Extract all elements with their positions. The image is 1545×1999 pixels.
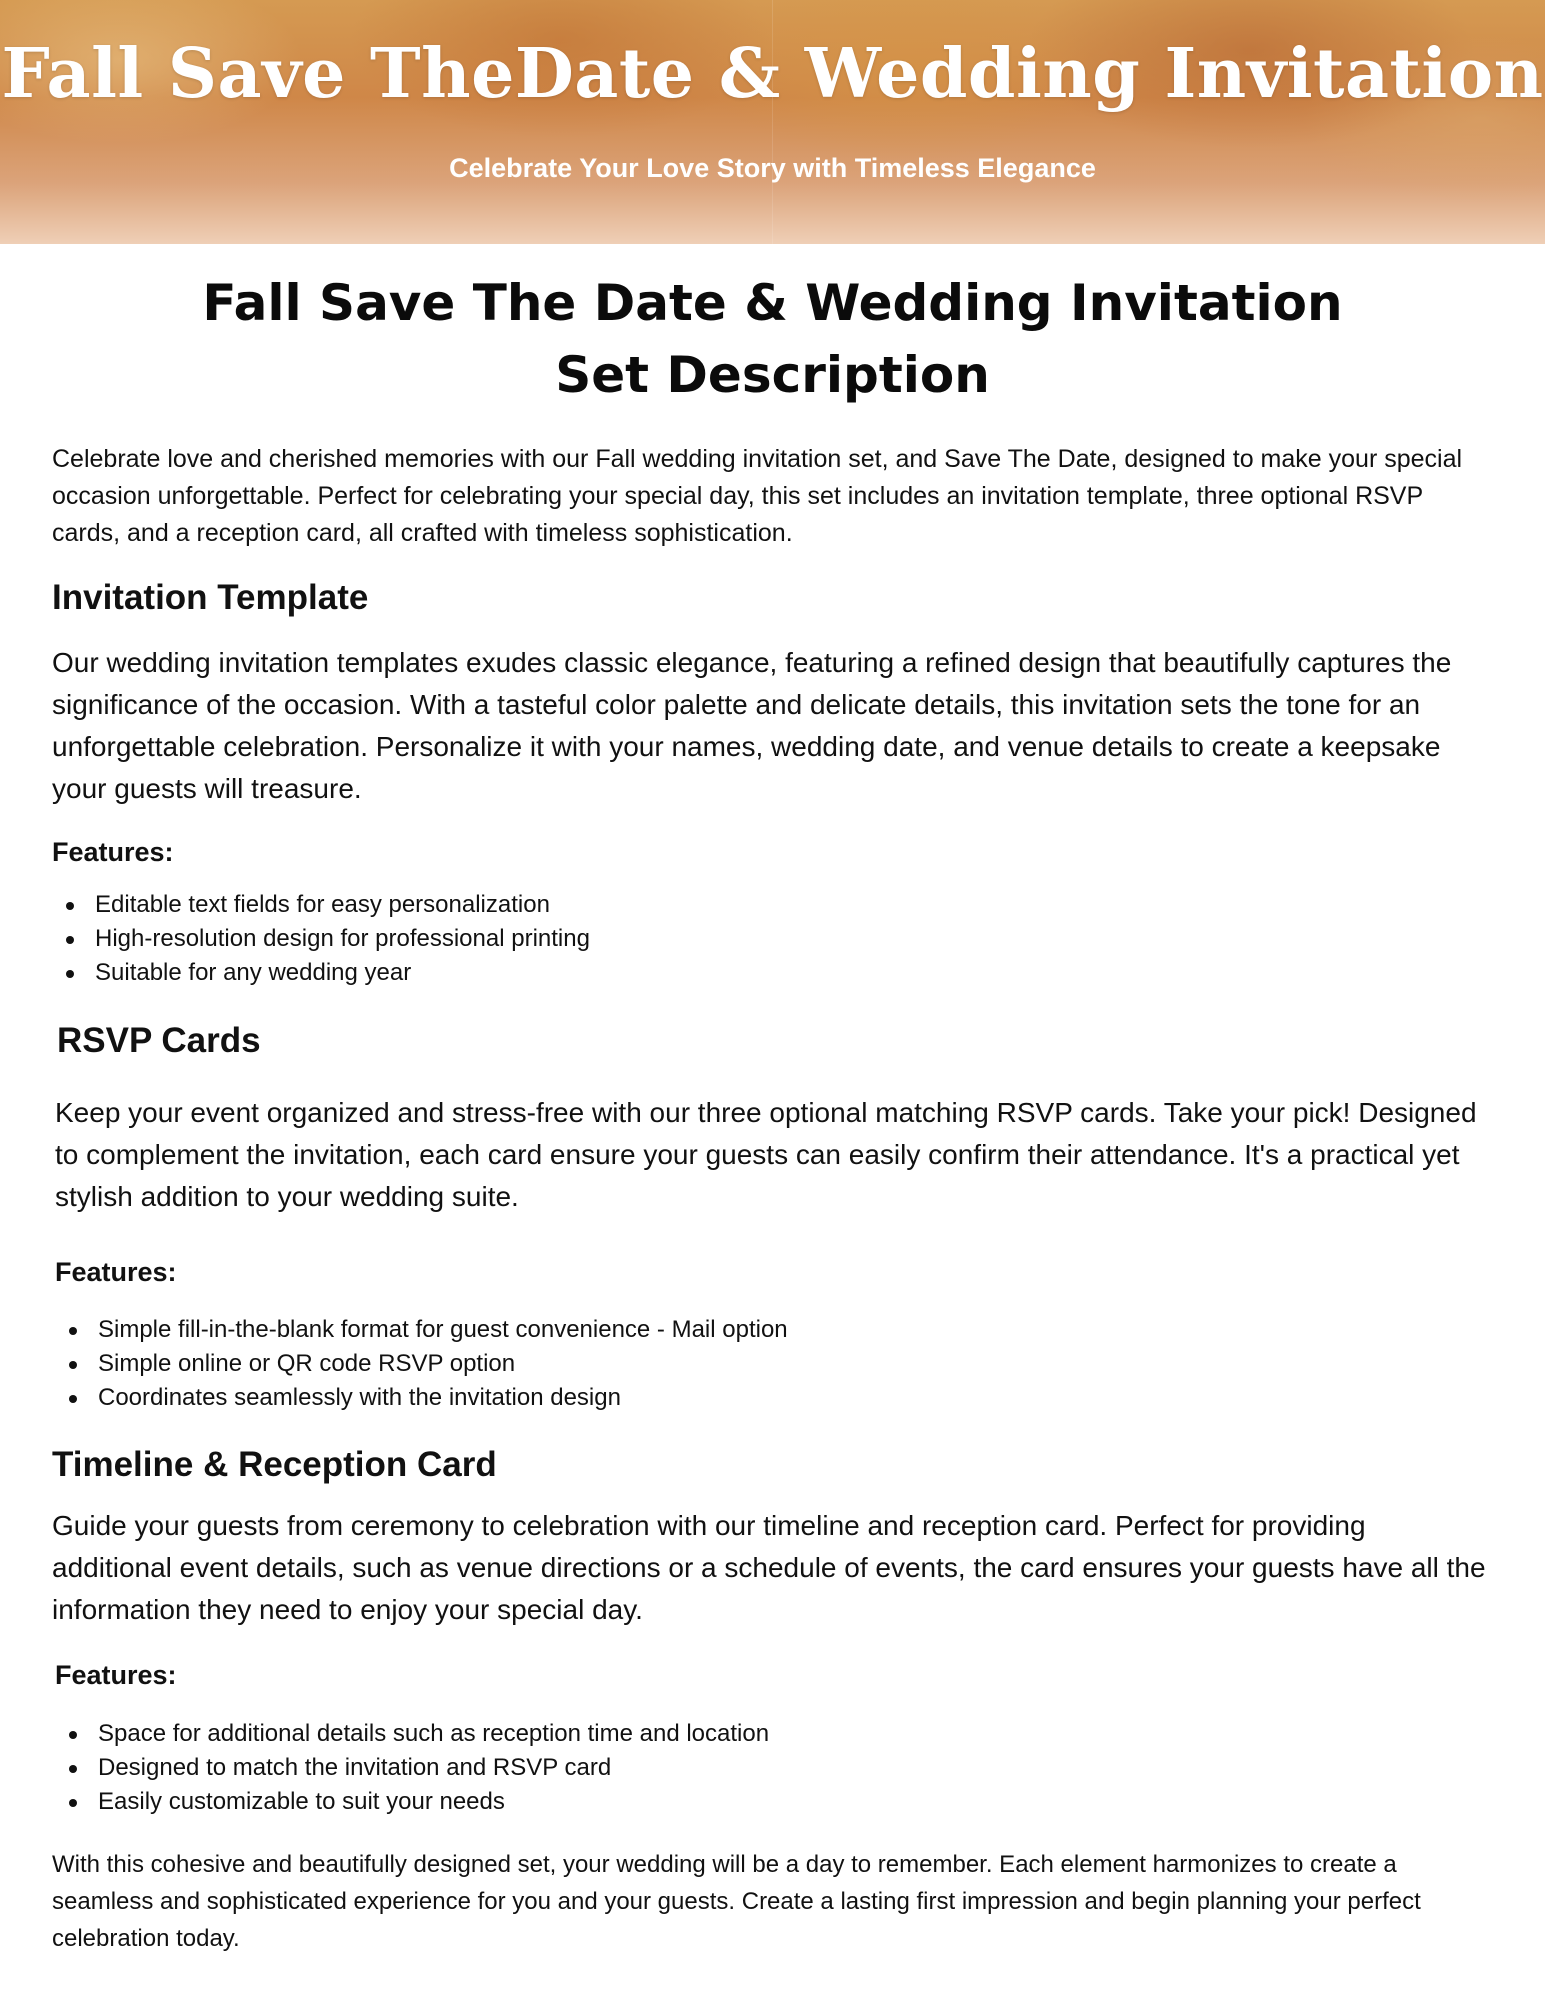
features-label-invitation-template: Features: bbox=[52, 837, 174, 867]
list-item: Editable text fields for easy personalization bbox=[52, 888, 1492, 922]
closing-paragraph: With this cohesive and beautifully designed set, your wedding will be a day to remember. Each element harmonizes to create a seamless and sophisticated experience for you and your guests. Create a lasting first impression and begin planning your perfect celebration today. bbox=[52, 1851, 1421, 1952]
list-item: Simple fill-in-the-blank format for guest convenience - Mail option bbox=[55, 1313, 1495, 1347]
intro-paragraph: Celebrate love and cherished memories with our Fall wedding invitation set, and Save The Date, designed to make your special occasion unforgettable. Perfect for celebrating your special day, this set includes an invitation template, three optional RSVP cards, and a reception card, all crafted with timeless sophistication. bbox=[52, 445, 1463, 547]
features-label-rsvp-cards: Features: bbox=[55, 1257, 177, 1287]
section-body-rsvp-cards: Keep your event organized and stress-free with our three optional matching RSVP cards. Take your pick! Designed to complement the invitation, each card ensure your guests can easily confirm their attendance. It's a practical yet stylish addition to your wedding suite. bbox=[55, 1097, 1477, 1212]
list-item: Coordinates seamlessly with the invitation design bbox=[55, 1381, 1495, 1415]
section-heading-invitation-template: Invitation Template bbox=[52, 578, 369, 617]
list-item: Space for additional details such as reception time and location bbox=[55, 1717, 1495, 1751]
features-list-timeline-reception bbox=[55, 1717, 1495, 1819]
list-item: High-resolution design for professional printing bbox=[52, 922, 1492, 956]
list-item: Designed to match the invitation and RSVP card bbox=[55, 1751, 1495, 1785]
list-item: Simple online or QR code RSVP option bbox=[55, 1347, 1495, 1381]
page-title-line-1: Fall Save The Date & Wedding Invitation bbox=[202, 274, 1343, 332]
page-title-line-2: Set Description bbox=[555, 346, 990, 404]
page-title bbox=[0, 267, 1545, 411]
hero-banner bbox=[0, 0, 1545, 244]
list-item: Suitable for any wedding year bbox=[52, 956, 1492, 990]
features-list-invitation-template bbox=[52, 888, 1492, 990]
section-heading-timeline-reception: Timeline & Reception Card bbox=[52, 1445, 497, 1484]
features-label-timeline-reception: Features: bbox=[55, 1660, 177, 1690]
hero-title: Fall Save TheDate & Wedding Invitation bbox=[1, 34, 1544, 114]
section-body-invitation-template: Our wedding invitation templates exudes classic elegance, featuring a refined design that beautifully captures the significance of the occasion. With a tasteful color palette and delicate details, this invitation sets the tone for an unforgettable celebration. Personalize it with your names, wedding date, and venue details to create a keepsake your guests will treasure. bbox=[52, 647, 1452, 804]
features-list-rsvp-cards bbox=[55, 1313, 1495, 1415]
section-body-timeline-reception: Guide your guests from ceremony to celebration with our timeline and reception card. Perfect for providing additional event details, such as venue directions or a schedule of events, the card ensures your guests have all the information they need to enjoy your special day. bbox=[52, 1510, 1486, 1625]
hero-subtitle: Celebrate Your Love Story with Timeless Elegance bbox=[449, 153, 1096, 183]
section-heading-rsvp-cards: RSVP Cards bbox=[57, 1021, 261, 1060]
list-item: Easily customizable to suit your needs bbox=[55, 1785, 1495, 1819]
